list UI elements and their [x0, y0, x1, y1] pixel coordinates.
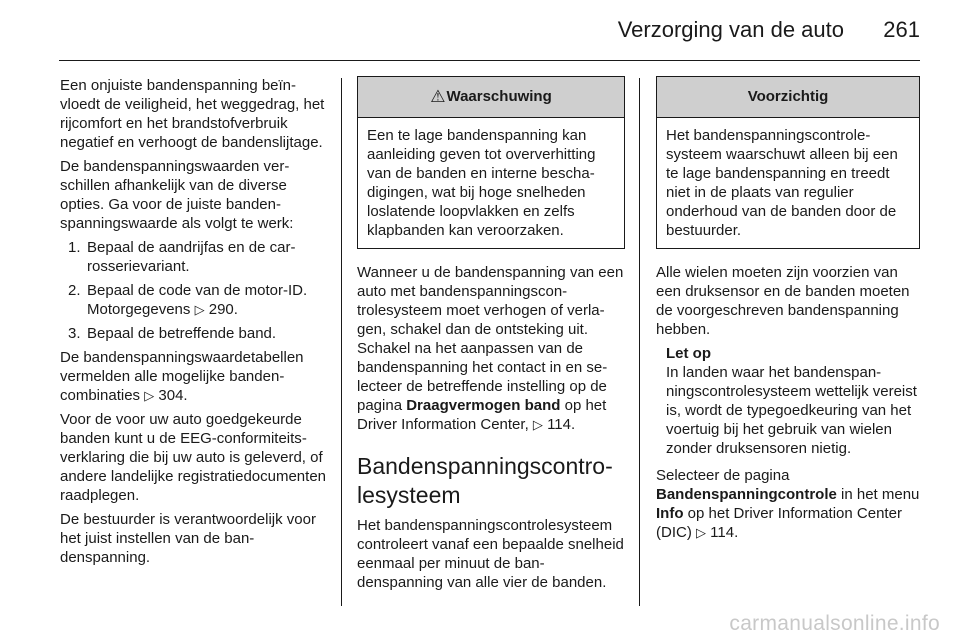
menu-page-name: Bandenspanningcontrole: [656, 486, 837, 503]
page-number: 261: [883, 17, 920, 42]
paragraph-text: De bandenspanningswaardetabellen vermelden alle mogelijke bandencombinaties: [60, 349, 304, 404]
step-number: 1.: [68, 239, 81, 256]
caution-header: [657, 77, 919, 118]
page-reference-link[interactable]: 290.: [208, 301, 238, 318]
menu-page-name: Draagvermogen band: [406, 397, 561, 414]
header-divider: [59, 60, 920, 61]
arrow-reference-icon: ▷: [696, 525, 706, 540]
caution-body: Het bandenspanningscontrolesysteem waarschuwt alleen bij een te lage bandenspanning en treedt niet in de plaats van regulier onderhoud van de banden door de bestuurder.: [666, 127, 898, 239]
paragraph: De bandenspanningswaarden verschillen afhankelijk van de diverse opties. Ga voor de juiste bandenspanningswaarde als volgt te werk:: [60, 158, 294, 232]
warning-box: [357, 76, 625, 249]
warning-header: [358, 77, 624, 118]
paragraph-text: in het menu: [841, 486, 920, 503]
warning-body: Een te lage bandenspanning kan aanleiding geven tot oververhitting van de banden en interne beschadigingen, wat bij hoge snelheden loslatende loopvlakken en zelfs klapbanden kan veroorzaken.: [367, 127, 596, 239]
caution-title: Voorzichtig: [747, 88, 829, 105]
step-text: Bepaal de aandrijfas en de carrosserievariant.: [87, 239, 296, 275]
note-title: Let op: [666, 345, 711, 362]
page-reference-link[interactable]: 114.: [710, 524, 739, 541]
paragraph: Het bandenspanningscontrolesysteem controleert vanaf een bepaalde snelheid eenmaal per minuut de bandenspanning van alle vier de banden.: [357, 517, 624, 591]
arrow-reference-icon: ▷: [532, 417, 543, 432]
paragraph: Voor de voor uw auto goedgekeurde banden kunt u de EEG-conformiteitsverklaring die bij uw auto is geleverd, of andere landelijke registratiedocumenten raadplegen.: [60, 411, 327, 504]
paragraph: [656, 466, 920, 542]
column-divider-1: [341, 78, 342, 606]
step-text: Bepaal de betreffende band.: [87, 325, 277, 342]
arrow-reference-icon: ▷: [144, 388, 155, 403]
warning-title: Waarschuwing: [446, 88, 552, 105]
page-reference-link[interactable]: 304.: [158, 387, 188, 404]
paragraph: Alle wielen moeten zijn voorzien van een druksensor en de banden moeten de voorgeschreven bandenspanning hebben.: [656, 264, 910, 338]
step-number: 2.: [68, 282, 81, 299]
paragraph-text: op het Driver Information Center (DIC): [656, 505, 902, 541]
paragraph: Een onjuiste bandenspanning beïnvloedt de veiligheid, het weggedrag, het rijcomfort en het brandstofverbruik negatief en verhoogt de bandenslijtage.: [60, 77, 325, 151]
paragraph: [60, 348, 328, 405]
menu-name: Info: [656, 505, 684, 522]
step-number: 3.: [68, 325, 81, 342]
column-2: [357, 76, 625, 597]
watermark: carmanualsonline.info: [729, 612, 940, 635]
paragraph: De bestuurder is verantwoordelijk voor het juist instellen van de bandenspanning.: [60, 511, 316, 566]
note-body: In landen waar het bandenspanningscontrolesysteem wettelijk vereist is, wordt de typegoedkeuring van het voertuig bij het gebruik van wielen zonder druksensoren nietig.: [666, 364, 917, 457]
column-3: [656, 76, 920, 547]
list-item: [60, 324, 328, 343]
list-item: [60, 238, 328, 276]
column-1: [60, 76, 328, 572]
section-heading: Bandenspanningscontrolesysteem: [357, 453, 613, 508]
note-block: [666, 344, 920, 458]
warning-triangle-icon: ⚠: [430, 87, 446, 106]
paragraph-text: Selecteer de pagina: [656, 467, 790, 484]
caution-box: [656, 76, 920, 249]
list-item: [60, 281, 328, 319]
column-divider-2: [639, 78, 640, 606]
page-reference-link[interactable]: 114.: [547, 416, 576, 433]
arrow-reference-icon: ▷: [194, 302, 205, 317]
page-header-title: Verzorging van de auto: [617, 17, 844, 42]
steps-list: [60, 238, 328, 343]
step-text: Bepaal de code van de motor-ID. Motorgegevens: [87, 282, 308, 318]
paragraph: [357, 263, 625, 434]
paragraph-text: Wanneer u de bandenspanning van een auto met bandenspanningscontrolesysteem moet verhogen of verlagen, schakel dan de ontsteking uit. Schakel na het aanpassen van de bandenspanning het contact in en selecteer de betreffende instelling op de pagina: [357, 264, 624, 414]
paragraph-text: op het Driver Information Center,: [357, 397, 607, 433]
